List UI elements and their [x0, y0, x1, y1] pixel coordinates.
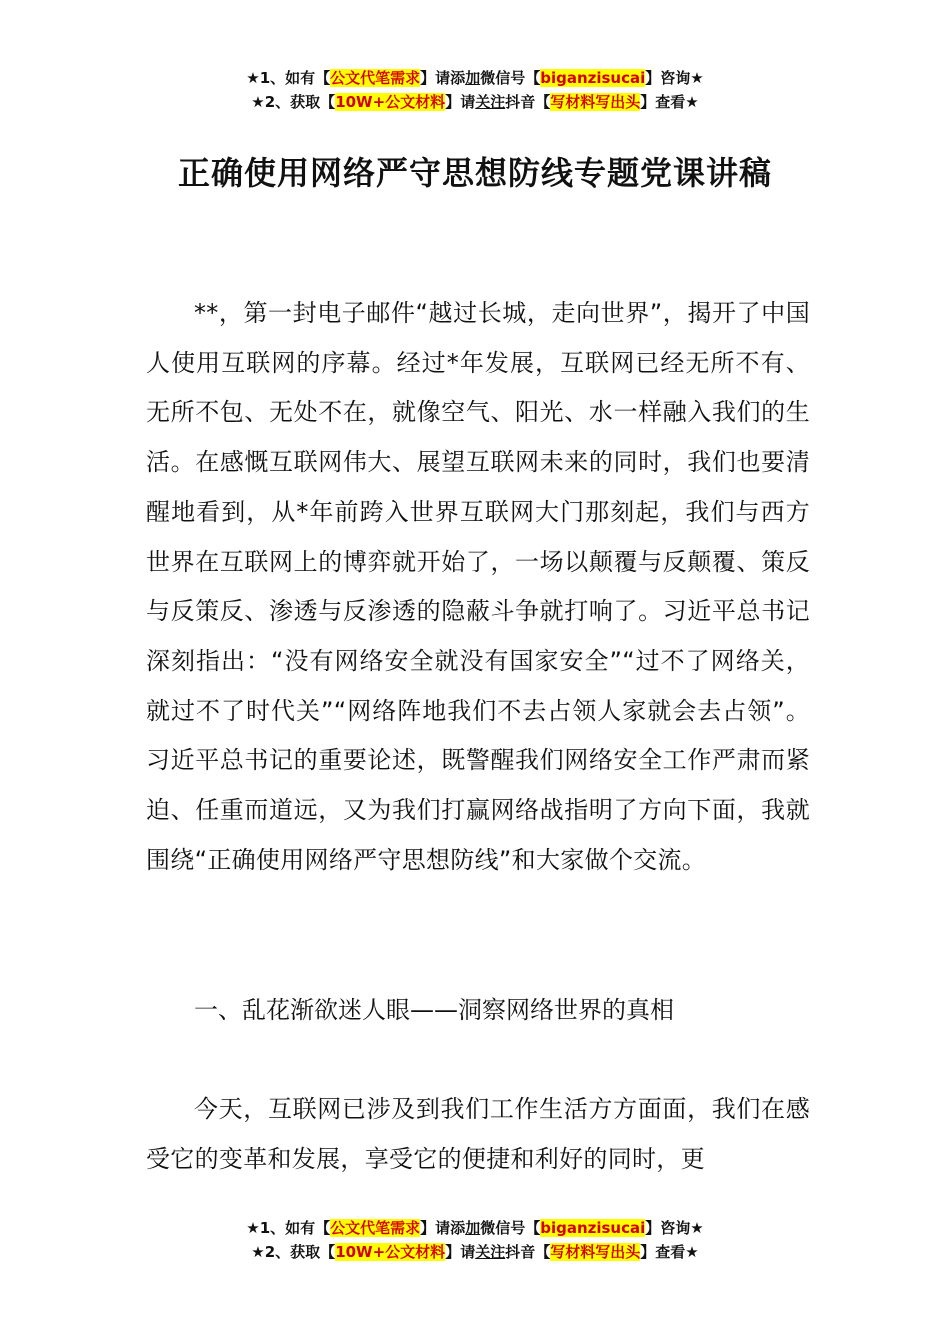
highlight-wechat-id: biganzisucai: [540, 69, 646, 87]
banner-underlined-text: 关注: [475, 93, 506, 111]
banner-text: 】咨询★: [645, 1219, 704, 1237]
banner-text: 抖音【: [505, 1243, 551, 1261]
banner-text: 微信号【: [480, 1219, 541, 1237]
banner-text: ★1、如有【: [246, 69, 331, 87]
body-paragraph-1: [146, 289, 810, 885]
banner-line-1: [0, 1216, 950, 1240]
paragraph-text: 今天，互联网已涉及到我们工作生活方方面面，我们在感受它的变革和发展，享受它的便捷和利好的同时，更: [146, 1095, 810, 1173]
highlight-materials: 10W+公文材料: [335, 93, 446, 111]
highlight-materials: 10W+公文材料: [335, 1243, 446, 1261]
highlight-douyin-account: 写材料写出头: [550, 93, 641, 111]
banner-text: 】查看★: [640, 93, 699, 111]
highlight-wechat-id: biganzisucai: [540, 1219, 646, 1237]
banner-underlined-text: 关注: [475, 1243, 506, 1261]
banner-line-2: [0, 90, 950, 114]
banner-text: 】咨询★: [645, 69, 704, 87]
banner-text: 】请添: [420, 1219, 466, 1237]
banner-line-2: [0, 1240, 950, 1264]
banner-underlined-text: 加: [465, 1219, 481, 1237]
body-paragraph-2: [146, 1085, 810, 1184]
banner-text: ★1、如有【: [246, 1219, 331, 1237]
section-heading-1: 一、乱花渐欲迷人眼——洞察网络世界的真相: [194, 996, 674, 1024]
header-banner: [0, 66, 950, 114]
banner-text: ★2、获取【: [251, 93, 336, 111]
highlight-service: 公文代笔需求: [330, 1219, 421, 1237]
highlight-service: 公文代笔需求: [330, 69, 421, 87]
document-title: 正确使用网络严守思想防线专题党课讲稿: [177, 154, 772, 192]
banner-underlined-text: 加: [465, 69, 481, 87]
banner-line-1: [0, 66, 950, 90]
banner-text: 微信号【: [480, 69, 541, 87]
banner-text: 抖音【: [505, 93, 551, 111]
banner-text: 】请添: [420, 69, 466, 87]
banner-text: 】请: [445, 1243, 476, 1261]
highlight-douyin-account: 写材料写出头: [550, 1243, 641, 1261]
banner-text: 】请: [445, 93, 476, 111]
banner-text: 】查看★: [640, 1243, 699, 1261]
banner-text: ★2、获取【: [251, 1243, 336, 1261]
paragraph-text: **，第一封电子邮件“越过长城，走向世界”，揭开了中国人使用互联网的序幕。经过*年发展，互联网已经无所不有、无所不包、无处不在，就像空气、阳光、水一样融入我们的生活。在感慨互联网伟大、展望互联网未来的同时，我们也要清醒地看到，从*年前跨入世界互联网大门那刻起，我们与西方世界在互联网上的博弈就开始了，一场以颠覆与反颠覆、策反与反策反、渗透与反渗透的隐蔽斗争就打响了。习近平总书记深刻指出：“没有网络安全就没有国家安全”“过不了网络关，就过不了时代关”“网络阵地我们不去占领人家就会去占领”。习近平总书记的重要论述，既警醒我们网络安全工作严肃而紧迫、任重而道远，又为我们打赢网络战指明了方向下面，我就围绕“正确使用网络严守思想防线”和大家做个交流。: [146, 299, 810, 874]
footer-banner: [0, 1216, 950, 1264]
